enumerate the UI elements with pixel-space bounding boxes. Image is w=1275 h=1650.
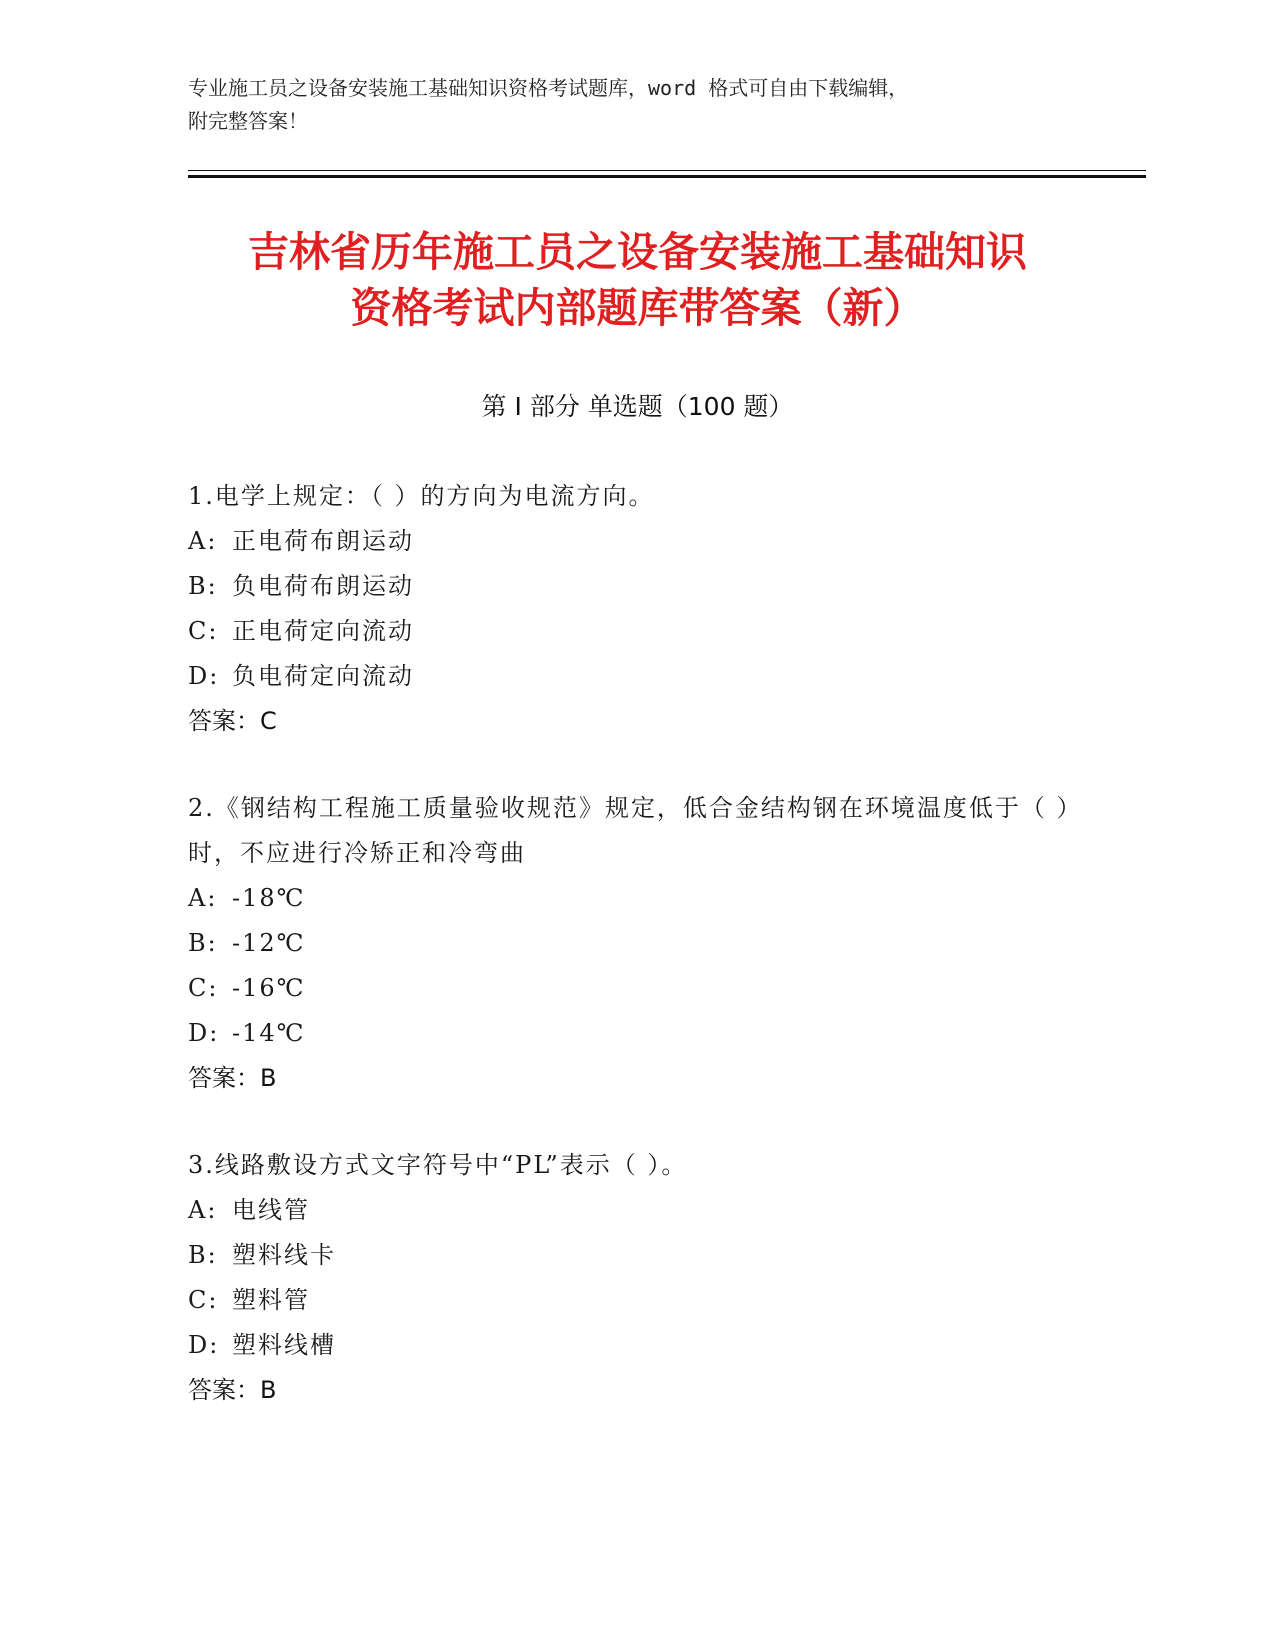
option-key: A: [188,884,218,912]
header-note-line-1: 专业施工员之设备安装施工基础知识资格考试题库，word 格式可自由下载编辑， [188,76,909,100]
option-text: 塑料线卡 [232,1241,336,1269]
option-key: A: [188,527,218,555]
option-d [188,654,1088,699]
page-title [150,224,1125,336]
option-c [188,1278,1088,1323]
option-b [188,1233,1088,1278]
page-title-line-2: 资格考试内部题库带答案（新） [350,284,925,332]
option-text: 正电荷布朗运动 [232,527,414,555]
header-note-line-2: 附完整答案！ [188,109,308,133]
option-a [188,876,1088,921]
option-text: -14℃ [232,1019,306,1047]
option-key: C: [188,974,219,1002]
answer-line: 答案：B [188,1376,277,1404]
question-text: 1.电学上规定：（ ）的方向为电流方向。 [188,482,655,510]
question-1 [188,474,1088,744]
option-text: 负电荷定向流动 [232,662,414,690]
option-key: D: [188,662,220,690]
question-text: 2.《钢结构工程施工质量验收规范》规定，低合金结构钢在环境温度低于（ ）时，不应进行冷矫正和冷弯曲 [188,794,1083,867]
option-key: C: [188,1286,219,1314]
option-key: D: [188,1019,220,1047]
option-key: B: [188,572,218,600]
question-2 [188,786,1088,1101]
option-b [188,564,1088,609]
option-d [188,1011,1088,1056]
question-3 [188,1143,1088,1413]
header-divider-thick [188,175,1146,178]
option-text: -12℃ [232,929,306,957]
option-key: D: [188,1331,220,1359]
header-divider-thin [188,170,1146,171]
option-a [188,519,1088,564]
option-d [188,1323,1088,1368]
answer-line: 答案：C [188,707,277,735]
option-key: A: [188,1196,218,1224]
option-text: 正电荷定向流动 [232,617,414,645]
option-text: -16℃ [232,974,306,1002]
option-key: C: [188,617,219,645]
option-c [188,966,1088,1011]
option-key: B: [188,929,218,957]
page-title-line-1: 吉林省历年施工员之设备安装施工基础知识 [248,228,1027,276]
option-text: 负电荷布朗运动 [232,572,414,600]
option-text: 塑料管 [232,1286,310,1314]
option-key: B: [188,1241,218,1269]
option-text: 塑料线槽 [232,1331,336,1359]
answer-line: 答案：B [188,1064,277,1092]
question-text: 3.线路敷设方式文字符号中“PL”表示（ ）。 [188,1151,688,1179]
option-text: -18℃ [232,884,306,912]
header-note [188,72,1088,138]
option-b [188,921,1088,966]
option-c [188,609,1088,654]
option-text: 电线管 [232,1196,310,1224]
section-heading: 第 I 部分 单选题（100 题） [481,392,794,421]
option-a [188,1188,1088,1233]
question-list [188,474,1088,1455]
